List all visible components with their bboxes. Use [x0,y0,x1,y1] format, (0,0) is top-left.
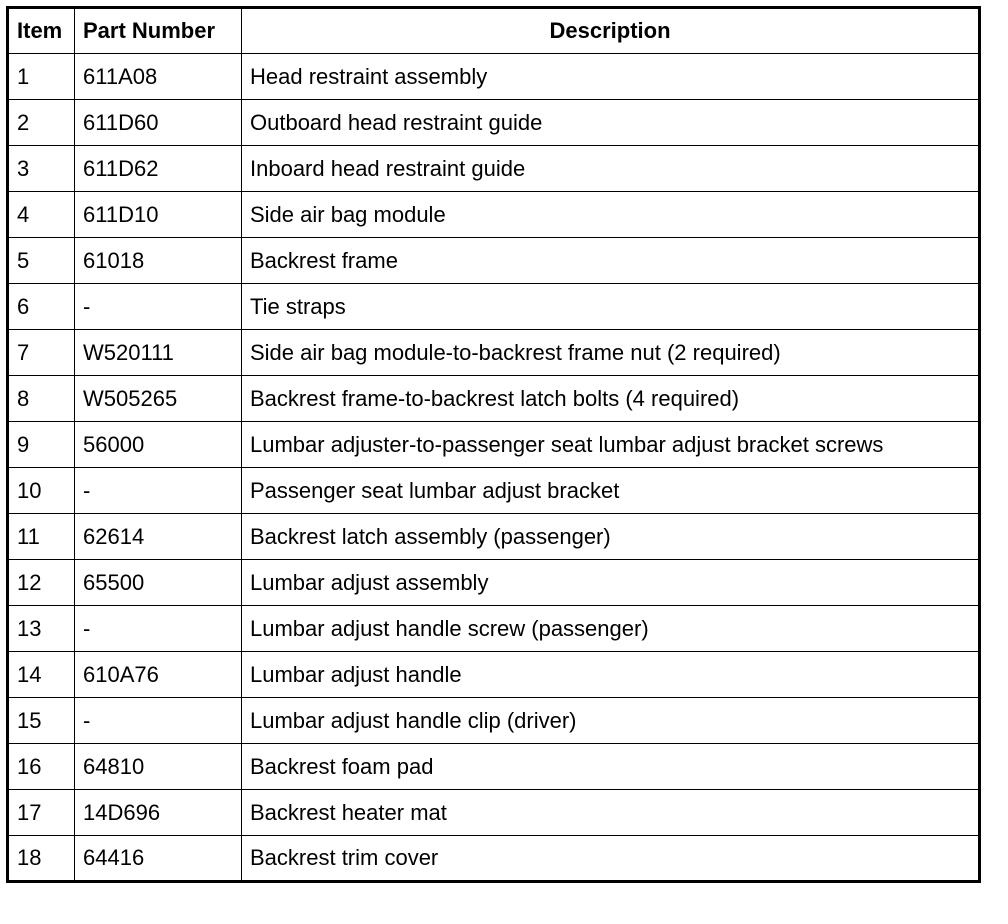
cell-item: 1 [8,54,75,100]
cell-item: 2 [8,100,75,146]
cell-description: Lumbar adjuster-to-passenger seat lumbar adjust bracket screws [242,422,980,468]
table-row [8,146,980,192]
cell-part-number: 65500 [75,560,242,606]
table-row [8,514,980,560]
cell-description: Backrest trim cover [242,836,980,882]
cell-item: 3 [8,146,75,192]
cell-item: 6 [8,284,75,330]
table-row [8,468,980,514]
cell-description: Backrest foam pad [242,744,980,790]
cell-description: Outboard head restraint guide [242,100,980,146]
cell-description: Lumbar adjust assembly [242,560,980,606]
table-row [8,100,980,146]
table-row [8,698,980,744]
table-row [8,790,980,836]
cell-description: Backrest latch assembly (passenger) [242,514,980,560]
cell-description: Head restraint assembly [242,54,980,100]
cell-description: Side air bag module-to-backrest frame nut (2 required) [242,330,980,376]
table-row [8,284,980,330]
cell-part-number: 61018 [75,238,242,284]
cell-item: 18 [8,836,75,882]
cell-item: 10 [8,468,75,514]
parts-table [6,6,981,883]
table-row [8,238,980,284]
cell-part-number: 611D60 [75,100,242,146]
cell-part-number: W520111 [75,330,242,376]
table-row [8,376,980,422]
cell-part-number: 56000 [75,422,242,468]
header-part-number: Part Number [75,8,242,54]
table-row [8,54,980,100]
cell-part-number: 62614 [75,514,242,560]
table-row [8,422,980,468]
cell-item: 11 [8,514,75,560]
cell-item: 16 [8,744,75,790]
cell-part-number: W505265 [75,376,242,422]
table-row [8,192,980,238]
cell-part-number: 64810 [75,744,242,790]
cell-description: Inboard head restraint guide [242,146,980,192]
cell-part-number: 611D62 [75,146,242,192]
cell-item: 9 [8,422,75,468]
cell-description: Lumbar adjust handle [242,652,980,698]
header-description: Description [242,8,980,54]
table-body [8,54,980,882]
cell-part-number: 14D696 [75,790,242,836]
cell-part-number: 64416 [75,836,242,882]
cell-item: 17 [8,790,75,836]
cell-item: 4 [8,192,75,238]
cell-description: Lumbar adjust handle clip (driver) [242,698,980,744]
table-row [8,560,980,606]
table-row [8,330,980,376]
cell-part-number: - [75,468,242,514]
cell-part-number: - [75,606,242,652]
cell-part-number: 611D10 [75,192,242,238]
cell-part-number: 611A08 [75,54,242,100]
cell-item: 7 [8,330,75,376]
cell-item: 12 [8,560,75,606]
cell-description: Backrest frame-to-backrest latch bolts (4 required) [242,376,980,422]
cell-description: Tie straps [242,284,980,330]
cell-item: 8 [8,376,75,422]
cell-part-number: 610A76 [75,652,242,698]
cell-description: Backrest heater mat [242,790,980,836]
cell-description: Lumbar adjust handle screw (passenger) [242,606,980,652]
table-row [8,652,980,698]
cell-description: Backrest frame [242,238,980,284]
cell-part-number: - [75,698,242,744]
cell-description: Passenger seat lumbar adjust bracket [242,468,980,514]
table-row [8,836,980,882]
cell-item: 13 [8,606,75,652]
header-item: Item [8,8,75,54]
cell-description: Side air bag module [242,192,980,238]
table-row [8,744,980,790]
header-row [8,8,980,54]
cell-part-number: - [75,284,242,330]
cell-item: 5 [8,238,75,284]
cell-item: 15 [8,698,75,744]
cell-item: 14 [8,652,75,698]
table-row [8,606,980,652]
